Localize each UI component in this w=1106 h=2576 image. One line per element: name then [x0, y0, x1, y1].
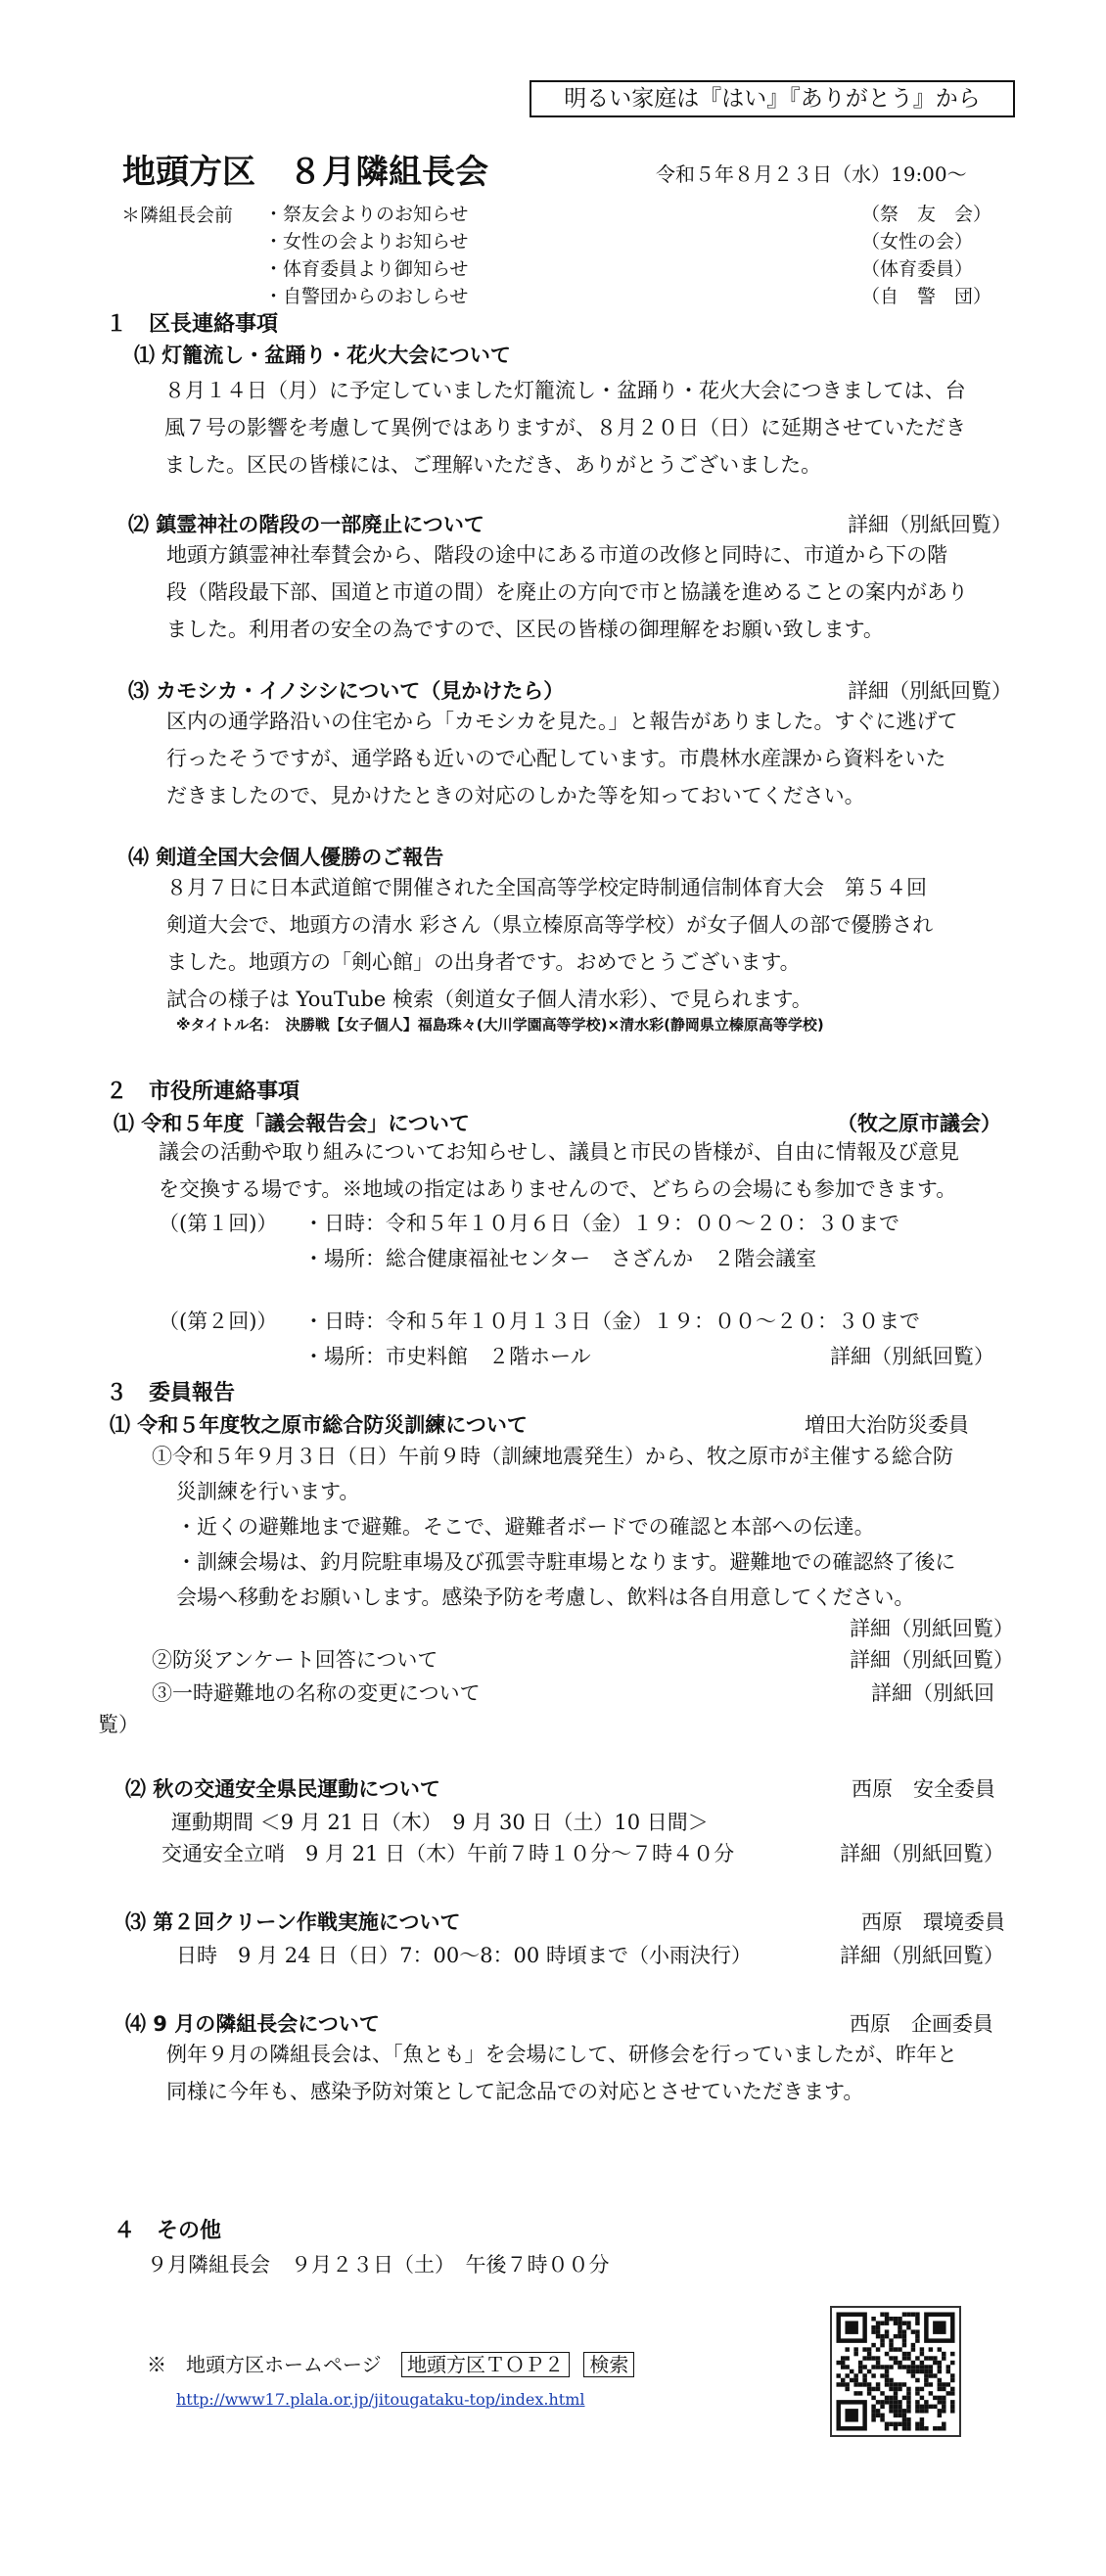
- qr-code-icon: [830, 2306, 961, 2437]
- section-heading: ２ 市役所連絡事項: [106, 1080, 300, 1104]
- video-caption: ※タイトル名： 決勝戦【女子個人】福島珠々(大川学園高等学校)×清水彩(静岡県立榛原高等学校): [176, 1016, 824, 1034]
- body-line: 行ったそうですが、通学路も近いので心配しています。市農林水産課から資料をいた: [166, 747, 946, 770]
- item-body: [152, 1439, 955, 1615]
- body-line: ・訓練会場は、釣月院駐車場及び孤雲寺駐車場となります。避難地での確認終了後に: [176, 1550, 956, 1574]
- search-keyword-box[interactable]: 地頭方区ＴＯＰ２: [401, 2352, 570, 2377]
- pre-item: ・祭友会よりのお知らせ: [264, 204, 469, 225]
- pre-item: ・自警団からのおしらせ: [264, 286, 469, 307]
- body-line: ９月隣組長会 ９月２３日（土） 午後７時００分: [147, 2253, 610, 2277]
- meeting-date: 令和５年８月２３日（水）19:00～: [656, 162, 967, 186]
- item-body: [166, 2036, 957, 2110]
- body-line: 風７号の影響を考慮して異例ではありますが、８月２０日（日）に延期させていただき: [164, 416, 966, 439]
- pre-list: [264, 201, 468, 310]
- body-line: ました。地頭方の「剣心館」の出身者です。おめでとうございます。: [166, 950, 801, 974]
- item-title: ⑴ 令和５年度牧之原市総合防災訓練について: [110, 1413, 528, 1437]
- item-body: [166, 869, 933, 1018]
- homepage-url[interactable]: http://www17.plala.or.jp/jitougataku-top/index.html: [176, 2390, 585, 2409]
- item-title: ⑴ 令和５年度「議会報告会」について: [114, 1112, 470, 1135]
- homepage-link[interactable]: [176, 2386, 585, 2410]
- item-title: ⑵ 秋の交通安全県民運動について: [125, 1777, 440, 1801]
- item-title: ⑷ 9 月の隣組長会について: [125, 2012, 380, 2036]
- sub-item: ②防災アンケート回答について: [152, 1648, 438, 1672]
- item-title: ⑶ カモシカ・イノシシについて（見かけたら）: [128, 679, 565, 703]
- pre-org: （自 警 団）: [861, 286, 992, 307]
- item-title: ⑴ 灯籠流し・盆踊り・花火大会について: [134, 344, 511, 367]
- item-body: [166, 703, 958, 814]
- body-line: 議会の活動や取り組みについてお知らせし、議員と市民の皆様が、自由に情報及び意見: [159, 1140, 959, 1164]
- body-line: ①令和５年９月３日（日）午前９時（訓練地震発生）から、牧之原市が主催する総合防: [152, 1445, 953, 1468]
- pre-item: ・女性の会よりお知らせ: [264, 231, 469, 253]
- pre-orgs: [861, 201, 991, 310]
- body-line: を交換する場です。※地域の指定はありませんので、どちらの会場にも参加できます。: [159, 1177, 957, 1201]
- detail-note: 詳細（別紙回覧）: [848, 513, 1012, 536]
- item-body: [164, 372, 966, 483]
- committee-member: 増田大治防災委員: [805, 1413, 969, 1437]
- body-line: 剣道大会で、地頭方の清水 彩さん（県立榛原高等学校）が女子個人の部で優勝され: [166, 913, 934, 937]
- homepage-note: [147, 2349, 634, 2377]
- body-line: 同様に今年も、感染予防対策として記念品での対応とさせていただきます。: [166, 2080, 864, 2103]
- search-button[interactable]: 検索: [583, 2352, 634, 2377]
- body-line: ８月１４日（月）に予定していました灯籠流し・盆踊り・花火大会につきましては、台: [164, 379, 966, 402]
- body-line: ました。区民の皆様には、ご理解いただき、ありがとうございました。: [164, 453, 822, 477]
- body-line: 例年９月の隣組長会は、「魚とも」を会場にして、研修会を行っていましたが、昨年と: [166, 2043, 958, 2066]
- body-line: 区内の通学路沿いの住宅から「カモシカを見た。」と報告がありました。すぐに逃げて: [166, 710, 958, 733]
- item-title: ⑷ 剣道全国大会個人優勝のご報告: [128, 846, 444, 869]
- detail-note: 詳細（別紙回覧）: [840, 1842, 1004, 1865]
- page-title: 地頭方区 ８月隣組長会: [122, 153, 488, 192]
- body-line: 地頭方鎮霊神社奉賛会から、階段の途中にある市道の改修と同時に、市道から下の階: [166, 543, 947, 567]
- committee-member: 西原 環境委員: [861, 1910, 1005, 1934]
- body-line: 試合の様子は YouTube 検索（剣道女子個人清水彩）、で見られます。: [166, 988, 812, 1011]
- round-label: （(第１回)）: [159, 1212, 278, 1235]
- detail-note: 詳細（別紙回覧）: [840, 1944, 1004, 1967]
- item-title: ⑵ 鎮霊神社の階段の一部廃止について: [128, 513, 484, 536]
- round-date: ・日時：令和５年１０月１３日（金）１９：００～２０：３０まで: [303, 1310, 920, 1333]
- homepage-mark: ※ 地頭方区ホームページ: [147, 2353, 382, 2376]
- item-body: [166, 536, 968, 648]
- pre-lead: ＊隣組長会前: [121, 205, 234, 226]
- body-line: ８月７日に日本武道館で開催された全国高等学校定時制通信制体育大会 第５４回: [166, 876, 927, 899]
- body-line: 会場へ移動をお願いします。感染予防を考慮し、飲料は各自用意してください。: [176, 1586, 915, 1609]
- item-body: [159, 1133, 959, 1208]
- pre-org: （女性の会）: [861, 231, 974, 253]
- item-org: （牧之原市議会）: [837, 1112, 1001, 1135]
- detail-note-tail: 覧）: [98, 1713, 139, 1736]
- pre-item: ・体育委員より御知らせ: [264, 258, 469, 280]
- body-line: 災訓練を行います。: [176, 1480, 360, 1503]
- body-line: 日時 9 月 24 日（日）7：00～8：00 時頃まで（小雨決行）: [176, 1944, 752, 1967]
- round-place: ・場所：総合健康福祉センター さざんか ２階会議室: [303, 1247, 817, 1270]
- body-line: 交通安全立哨 9 月 21 日（木）午前７時１０分～７時４０分: [161, 1842, 735, 1865]
- detail-note: 詳細（別紙回: [871, 1681, 994, 1705]
- detail-note: 詳細（別紙回覧）: [830, 1345, 994, 1368]
- round-date: ・日時：令和５年１０月６日（金）１９：００～２０：３０まで: [303, 1212, 899, 1235]
- body-line: 運動期間 ＜9 月 21 日（木） 9 月 30 日（土）10 日間＞: [171, 1811, 709, 1834]
- pre-org: （祭 友 会）: [861, 204, 992, 225]
- item-title: ⑶ 第２回クリーン作戦実施について: [125, 1910, 461, 1934]
- round-label: （(第２回)）: [159, 1310, 278, 1333]
- slogan-box: 明るい家庭は『はい』『ありがとう』から: [530, 80, 1015, 117]
- pre-org: （体育委員）: [861, 258, 974, 280]
- detail-note: 詳細（別紙回覧）: [848, 679, 1012, 703]
- sub-item: ③一時避難地の名称の変更について: [152, 1681, 481, 1705]
- committee-member: 西原 企画委員: [850, 2012, 993, 2036]
- section-heading: １ 区長連絡事項: [106, 312, 279, 337]
- body-line: ました。利用者の安全の為ですので、区民の皆様の御理解をお願い致します。: [166, 618, 884, 641]
- committee-member: 西原 安全委員: [852, 1777, 995, 1801]
- body-line: だきましたので、見かけたときの対応のしかた等を知っておいてください。: [166, 784, 865, 807]
- body-line: ・近くの避難地まで避難。そこで、避難者ボードでの確認と本部への伝達。: [176, 1515, 875, 1539]
- section-heading: ４ その他: [114, 2219, 222, 2243]
- detail-note: 詳細（別紙回覧）: [850, 1648, 1014, 1672]
- section-heading: ３ 委員報告: [106, 1381, 236, 1405]
- body-line: 段（階段最下部、国道と市道の間）を廃止の方向で市と協議を進めることの案内があり: [166, 580, 968, 604]
- round-place: ・場所：市史料館 ２階ホール: [303, 1345, 591, 1368]
- detail-note: 詳細（別紙回覧）: [850, 1617, 1014, 1640]
